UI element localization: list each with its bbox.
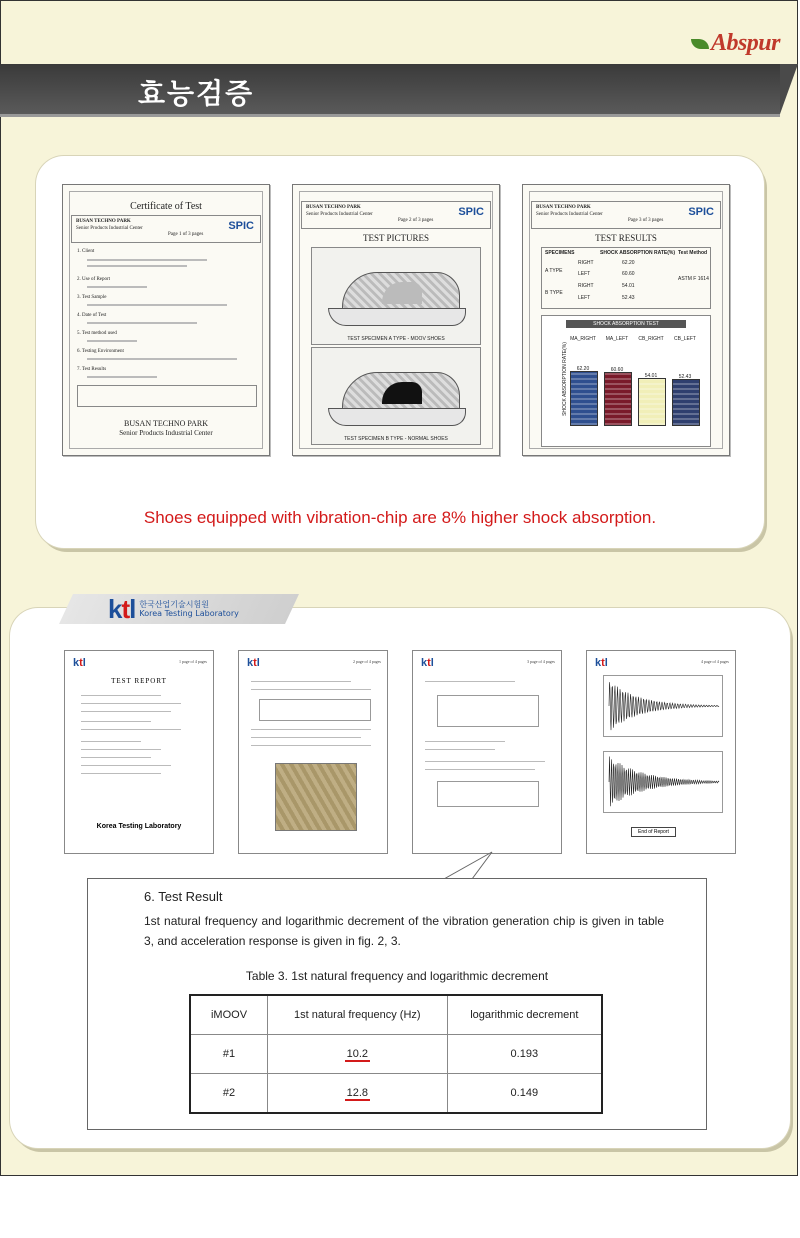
bar-cb-left [672, 379, 700, 426]
table-row: #1 10.2 0.193 [190, 1035, 602, 1074]
leaf-icon [691, 39, 709, 49]
ktl-report-page-4: ktl 4 page of 4 pages End of Report [586, 650, 736, 854]
certificates-panel [36, 156, 764, 548]
results-table: SPECIMENS SHOCK ABSORPTION RATE(%) Test Method A TYPE RIGHT 62.20 LEFT 60.60 B TYPE RIGHT 54.01 LEFT 52.43 ASTM F 1614 [541, 247, 711, 309]
ktl-logo: ktl [421, 657, 434, 669]
legend-entry: MA_LEFT [605, 336, 629, 342]
bar-ma-left [604, 372, 632, 426]
frequency-table [437, 781, 539, 807]
test-pictures-title: TEST PICTURES [362, 233, 430, 243]
signature-box [77, 385, 257, 407]
end-of-report: End of Report [631, 827, 676, 837]
ktl-report-page-1: ktl 1 page of 4 pages TEST REPORT Korea Testing Laboratory [64, 650, 214, 854]
brand-logo: Abspur [691, 30, 780, 57]
acceleration-response-graph-1 [603, 675, 723, 737]
certificate-title: Certificate of Test [130, 201, 202, 212]
certificate-document: Certificate of Test BUSAN TECHNO PARK Senior Products Industrial Center Page 1 of 3 pages SPIC 1. Client 2. Use of Report 3. Test Sample 4. Date of Test 5. Test method used 6. Testing Environment 7. Test Results BUSAN TECHNO PARK Senior Products Industrial Center [62, 184, 270, 456]
test-result-paragraph: 1st natural frequency and logarithmic decrement of the vibration generation chip is given in table 3, and acceleration response is given in fig. 2, 3. [144, 914, 664, 948]
ktl-name-en: Korea Testing Laboratory [139, 609, 239, 618]
y-axis-label: SHOCK ABSORPTION RATE(%) [561, 342, 568, 416]
certificate-header: BUSAN TECHNO PARK Senior Products Industrial Center Page 2 of 3 pages SPIC [301, 201, 491, 229]
chart-title: SHOCK ABSORPTION TEST [566, 320, 686, 328]
table-header-row: iMOOV 1st natural frequency (Hz) logarithmic decrement [190, 995, 602, 1035]
spec-table [437, 695, 539, 727]
bar-cb-right [638, 378, 666, 426]
ktl-logo: ktl [595, 657, 608, 669]
legend-entry: CB_RIGHT [638, 336, 664, 342]
test-result-callout [87, 878, 707, 1130]
legend-entry: MA_RIGHT [570, 336, 596, 342]
test-photo [275, 763, 357, 831]
table-row: #2 12.8 0.149 [190, 1074, 602, 1114]
bar-ma-right [570, 371, 598, 426]
ktl-logo: ktl [247, 657, 260, 669]
certificate-header: BUSAN TECHNO PARK Senior Products Industrial Center Page 1 of 3 pages SPIC [71, 215, 261, 243]
shoe-photo-a: TEST SPECIMEN A TYPE - MOOV SHOES [311, 247, 481, 345]
test-pictures-document [292, 184, 500, 456]
bar-data-label: 54.01 [644, 372, 658, 379]
frequency-result-table [189, 994, 603, 1114]
ktl-logo: ktl [73, 657, 86, 669]
bar-data-label: 52.43 [678, 373, 692, 380]
ktl-report-page-2: ktl 2 page of 4 pages [238, 650, 388, 854]
ktl-report-page-3: ktl 3 page of 4 pages [412, 650, 562, 854]
shoe-photo-b: TEST SPECIMEN B TYPE - NORMAL SHOES [311, 347, 481, 445]
certificate-header: BUSAN TECHNO PARK Senior Products Industrial Center Page 3 of 3 pages SPIC [531, 201, 721, 229]
frequency-value: 12.8 [346, 1087, 369, 1099]
acceleration-response-graph-2 [603, 751, 723, 813]
bar-data-label: 62.20 [576, 365, 590, 372]
ktl-logo: ktl [108, 593, 136, 624]
test-results-title: TEST RESULTS [595, 233, 657, 243]
title-bar [0, 64, 780, 117]
spic-logo: SPIC [458, 206, 484, 218]
efficacy-caption: Shoes equipped with vibration-chip are 8% higher shock absorption. [143, 508, 657, 527]
ktl-name-ko: 한국산업기술시험원 [139, 600, 209, 609]
table-caption: Table 3. 1st natural frequency and logarithmic decrement [245, 969, 549, 983]
legend-entry: CB_LEFT [674, 336, 696, 342]
test-results-document [522, 184, 730, 456]
frequency-value: 10.2 [346, 1048, 369, 1060]
test-result-heading: 6. Test Result [144, 889, 223, 904]
bar-data-label: 60.60 [610, 366, 624, 373]
spic-logo: SPIC [228, 220, 254, 232]
ktl-logo-group [108, 593, 239, 624]
page-title: 효능검증 [138, 77, 255, 110]
spic-logo: SPIC [688, 206, 714, 218]
equipment-table [259, 699, 371, 721]
shock-absorption-chart [541, 315, 711, 447]
